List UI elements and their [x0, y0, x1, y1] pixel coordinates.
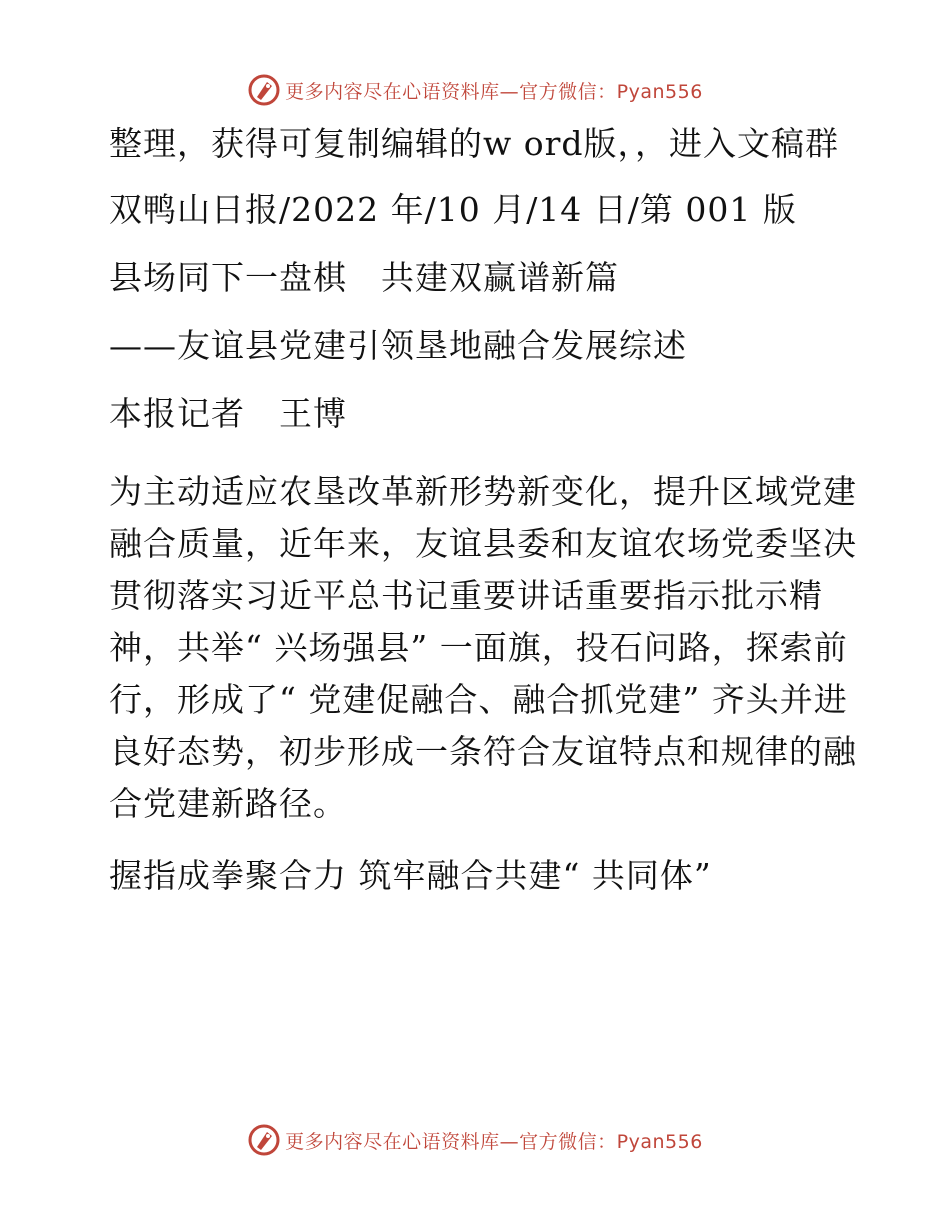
pen-nib-logo-icon — [247, 1123, 281, 1157]
banner-slogan: 更多内容尽在心语资料库—官方微信： — [285, 80, 617, 103]
banner-wechat-id: Pyan556 — [616, 1130, 703, 1153]
intro-text: 整理，获得可复制编辑的w ord版，，进入文稿群 — [109, 124, 840, 163]
banner-wechat-id: Pyan556 — [616, 80, 703, 103]
header-banner — [0, 70, 950, 110]
footer-banner — [0, 1120, 950, 1160]
banner-text — [285, 77, 703, 104]
banner-slogan: 更多内容尽在心语资料库—官方微信： — [285, 1130, 617, 1153]
subheadline: ——友谊县党建引领垦地融合发展综述 — [109, 326, 687, 365]
banner-text — [285, 1127, 703, 1154]
section-heading: 握指成拳聚合力 筑牢融合共建“ 共同体” — [109, 856, 712, 895]
headline: 县场同下一盘棋 共建双赢谱新篇 — [109, 258, 619, 297]
pen-nib-logo-icon — [247, 73, 281, 107]
body-paragraph: 为主动适应农垦改革新形势新变化，提升区域党建融合质量，近年来，友谊县委和友谊农场党委坚决贯彻落实习近平总书记重要讲话重要指示批示精神，共举“ 兴场强县” 一面旗，投石问路，探索前行，形成了“ 党建促融合、融合抓党建” 齐头并进良好态势，初步形成一条符合友谊特点和规律的融合党建新路径。 — [109, 472, 857, 823]
byline: 本报记者 王博 — [109, 394, 347, 433]
document-body — [97, 118, 857, 898]
source-line: 双鸭山日报/2022 年/10 月/14 日/第 001 版 — [109, 190, 797, 229]
